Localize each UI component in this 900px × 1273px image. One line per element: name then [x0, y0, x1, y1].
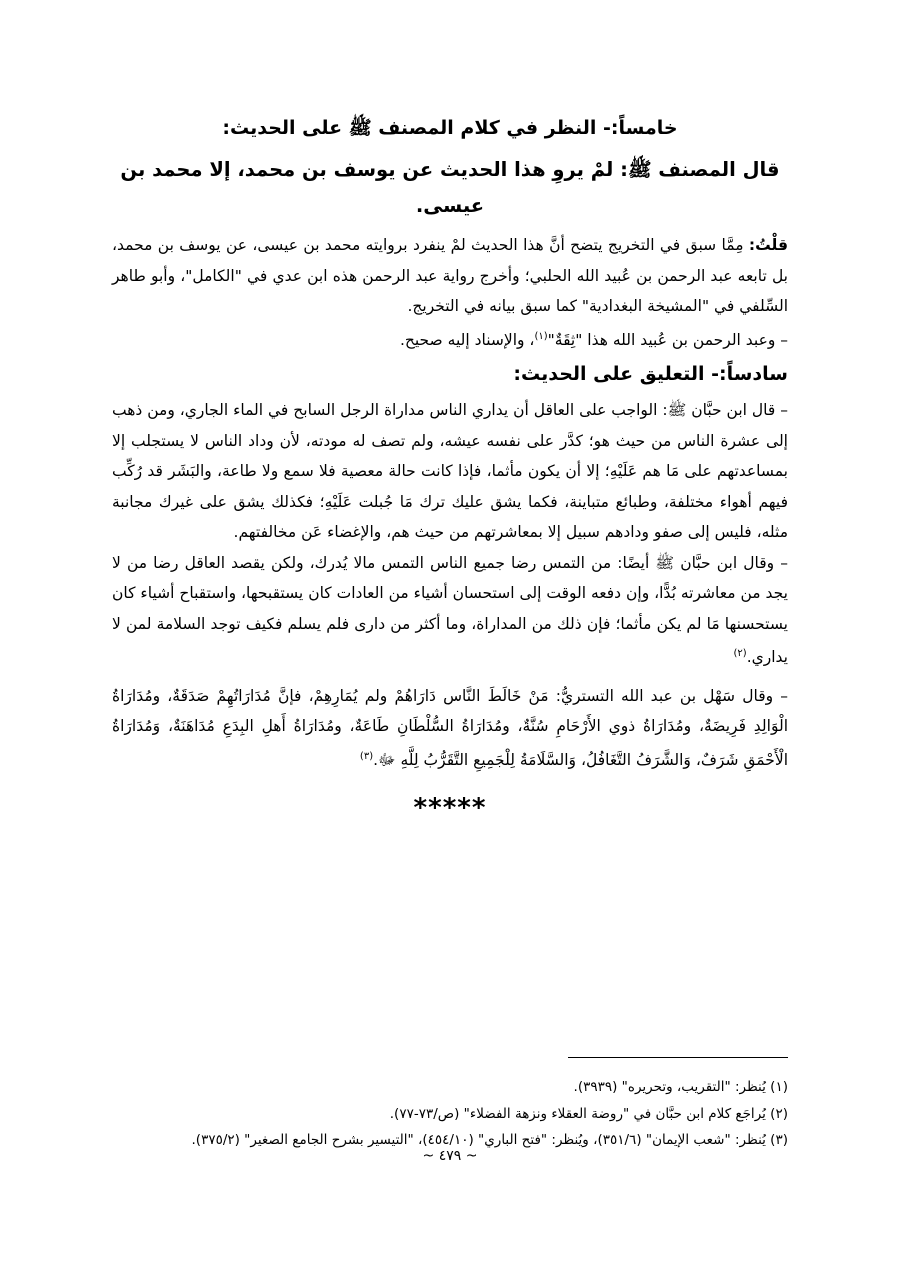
footnote-divider	[568, 1057, 788, 1058]
footnote-ref-1: (١)	[534, 330, 548, 342]
author-quote	[112, 152, 788, 224]
separator-stars: *****	[413, 793, 487, 824]
footnote-3: (٣) يُنظر: "شعب الإيمان" (٣٥١/٦)، ويُنظر: "فتح الباري" (٤٥٤/١٠)، "التيسير بشرح الجامع الصغير" (٣٧٥/٢).	[191, 1132, 788, 1148]
thiqa-text-post: ، والإسناد إليه صحيح.	[399, 330, 535, 349]
page-number: ~ ٤٧٩ ~	[422, 1147, 478, 1164]
qultu-label: قلْتُ:	[748, 236, 788, 254]
section5-heading: خامساً:- النظر في كلام المصنف ﷺ على الحديث:	[222, 117, 678, 139]
thiqa-text-pre: – وعبد الرحمن بن عُبيد الله هذا "ثِقَةٌ"	[547, 330, 788, 349]
ibn-hibban-paragraph-2	[112, 548, 788, 673]
ibn-hibban-2-text: – وقال ابن حبَّان ﷺ أيضًا: من التمس رضا جميع الناس التمس مالا يُدرك، ولكن يقصد العاقل رضا من لا يجد من معاشرته بُدًّا، وإن دفعه الوقت إلى استحسان أشياء من العادات كان يستقبحها، واستقباح أشياء كان يستحسنها مَا لم يكن مأثما؛ فإن ذلك من المداراة، وما أكثر من دارى فلم يسلم فكيف توجد السلامة لمن لا يداري.	[112, 553, 788, 667]
qultu-text: مِمَّا سبق في التخريج يتضح أنَّ هذا الحديث لمْ ينفرد بروايته محمد بن عيسى، عن يوسف بن محمد، بل تابعه عبد الرحمن بن عُبيد الله الحلبي؛ وأخرج رواية عبد الرحمن هذه ابن عدي في "الكامل"، وأبو طاهر السِّلفي في "المشيخة البغدادية" كما سبق بيانه في التخريج.	[112, 236, 788, 315]
qultu-paragraph	[112, 230, 788, 322]
author-quote-label: قال المصنف ﷺ:	[620, 158, 780, 181]
ibn-hibban-paragraph-1: – قال ابن حبَّان ﷺ: الواجب على العاقل أن يداري الناس مداراة الرجل السابح في الماء الجاري، ومن ذهب إلى عشرة الناس من حيث هو؛ كدَّر على نفسه عيشه، ولم تصف له مودته، لأن وداد الناس لا يستجلب إلا بمساعدتهم على مَا هم عَلَيْهِ؛ إلا أن يكون مأثما، فإذا كانت حالة معصية فلا سمع ولا طاعة، والبَشَر قد رُكِّب فيهم أهواء مختلفة، وطبائع متباينة، فكما يشق عليك ترك مَا جُبلت عَلَيْهِ؛ فكذلك يشق على غيرك مجانبة مثله، فليس إلى صفو ودادهم سبيل إلا بمعاشرتهم من حيث هم، والإغضاء عَن مخالفتهم.	[112, 401, 788, 542]
section6-heading: سادساً:- التعليق على الحديث:	[513, 363, 788, 386]
footnote-1: (١) يُنظر: "التقريب، وتحريره" (٣٩٣٩).	[573, 1079, 788, 1095]
thiqa-paragraph	[112, 322, 788, 356]
author-quote-text: لمْ يروِ هذا الحديث عن يوسف بن محمد، إلا محمد بن عيسى.	[120, 158, 614, 217]
footnote-ref-3: (٣)	[359, 750, 374, 762]
footnote-2: (٢) يُراجَع كلام ابن حبَّان في "روضة العقلاء ونزهة الفضلاء" (ص/٧٣-٧٧).	[389, 1105, 788, 1122]
tustari-paragraph	[112, 681, 788, 776]
page-body	[112, 110, 788, 823]
tustari-text: – وقال سَهْل بن عبد الله التستريُّ: مَنْ خَالَطَ النَّاس دَارَاهُمْ ولم يُمَارِهِمْ، فإنَّ مُدَارَاتُهِمْ صَدَقَةٌ، ومُدَارَاةُ الْوَالِدِ فَرِيضَةٌ، ومُدَارَاةُ ذوي الأَرْحَامِ سُنَّةٌ، ومُدَارَاةُ السُّلْطَانِ طَاعَةٌ، ومُدَارَاةُ أَهلِ البِدَعِ مُدَاهَنَةٌ، وَمُدَارَاةُ الْأَحْمَقِ شَرَفٌ، وَالشَّرَفُ التَّغَافُلُ، وَالسَّلَامَةُ لِلْجَمِيعِ التَّقَرُّبُ لِلَّهِ ﷻ.	[112, 686, 788, 769]
footnotes	[112, 1057, 788, 1164]
footnote-ref-2: (٢)	[733, 648, 747, 660]
